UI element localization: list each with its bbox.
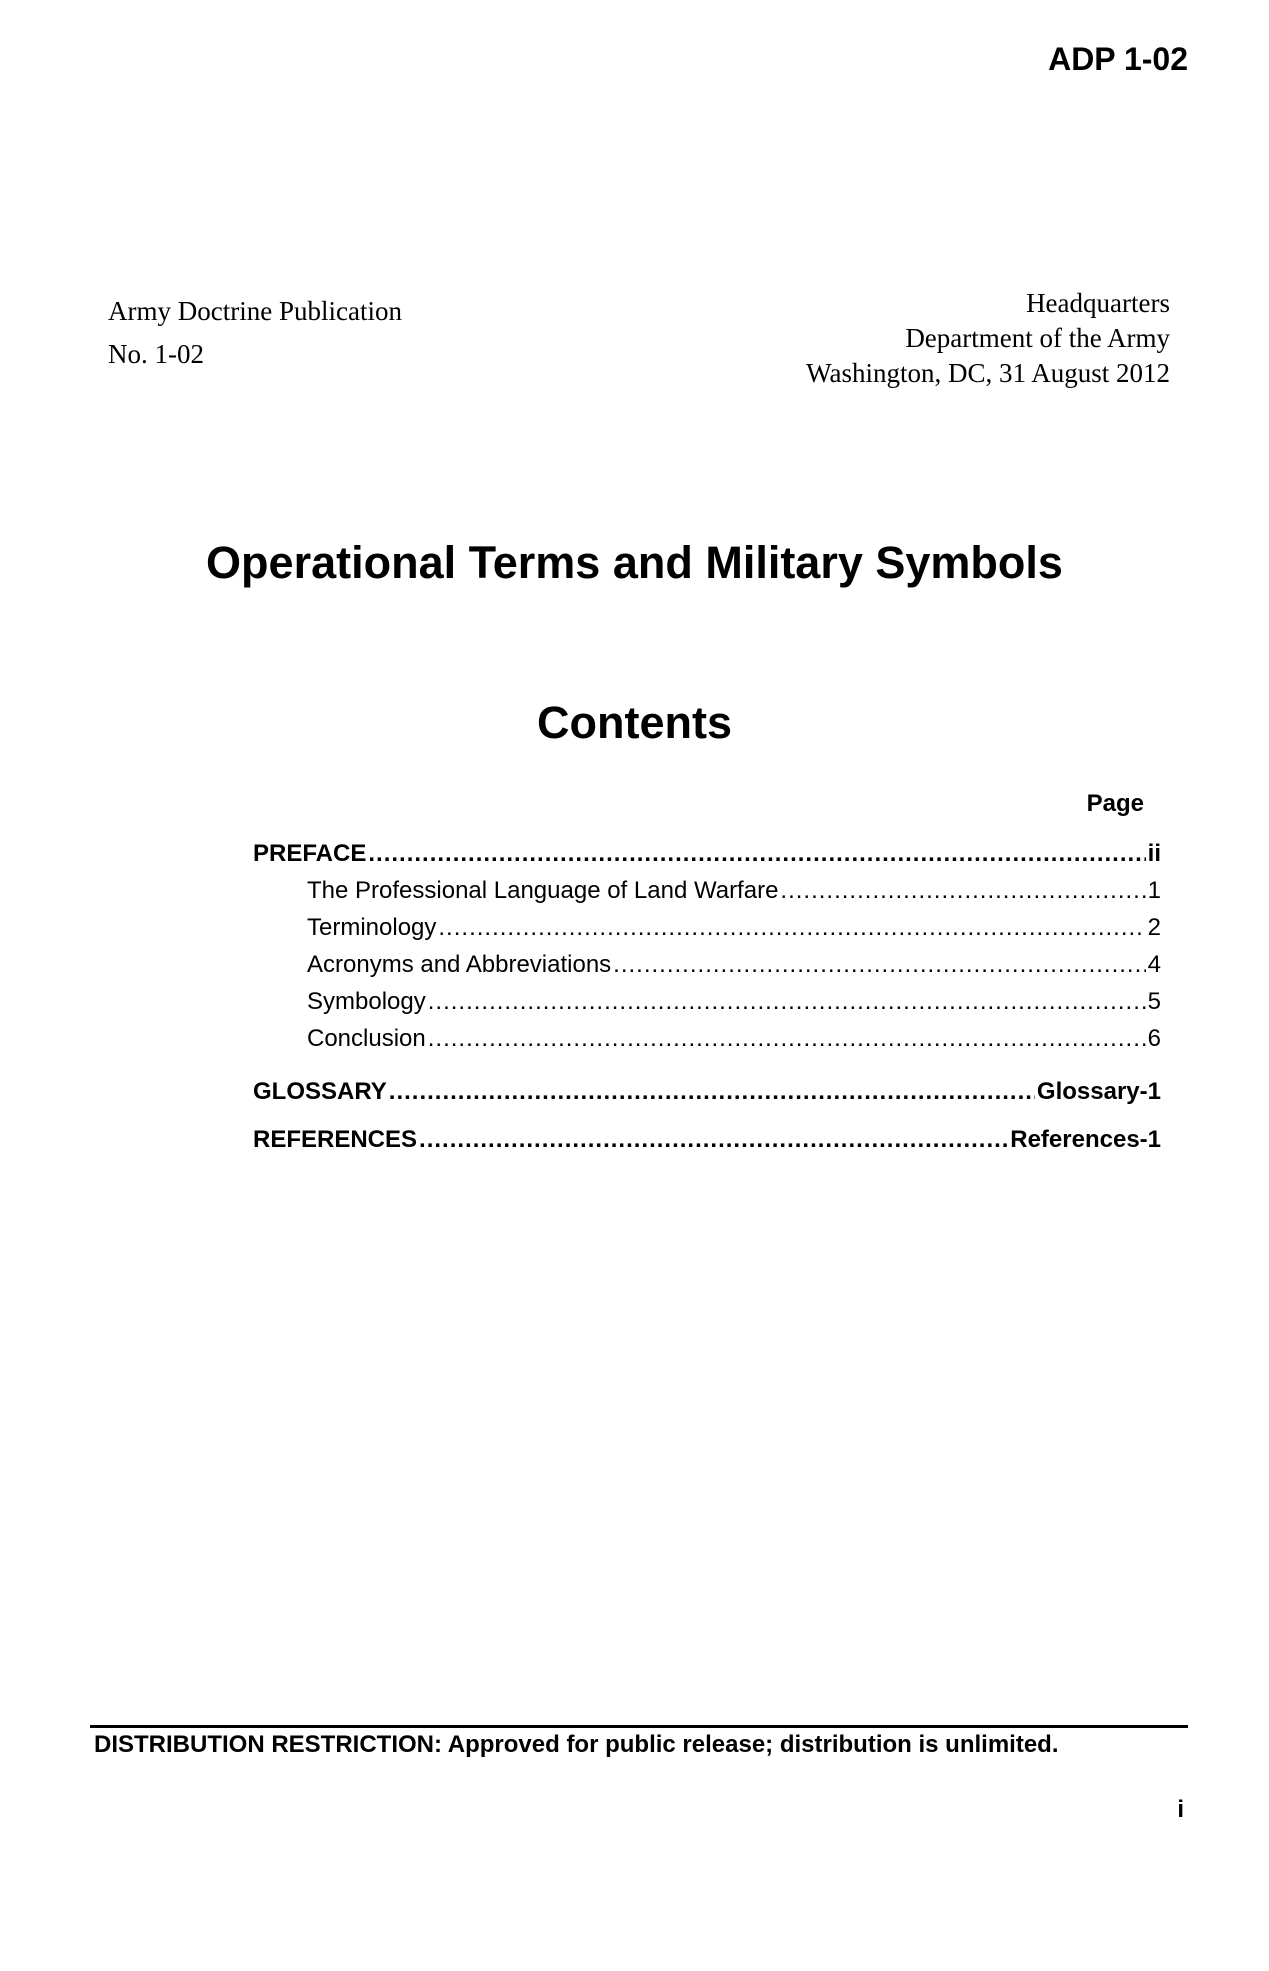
toc-entry-page: 1 bbox=[1147, 877, 1161, 904]
footer-divider bbox=[90, 1725, 1188, 1728]
toc-entry-page: 6 bbox=[1147, 1025, 1161, 1052]
toc-leader-dots bbox=[613, 946, 1145, 983]
issuer-department: Department of the Army bbox=[905, 323, 1170, 353]
toc-entry-page: ii bbox=[1147, 840, 1161, 867]
toc-leader-dots bbox=[428, 983, 1146, 1020]
toc-entry-symbology[interactable] bbox=[253, 983, 1161, 1020]
document-title: Operational Terms and Military Symbols bbox=[206, 537, 1063, 588]
issuer-headquarters: Headquarters bbox=[1026, 288, 1170, 318]
toc-leader-dots bbox=[780, 872, 1145, 909]
distribution-restriction: DISTRIBUTION RESTRICTION: Approved for public release; distribution is unlimited. bbox=[94, 1731, 1059, 1758]
toc-entry-label: Acronyms and Abbreviations bbox=[307, 951, 612, 978]
toc-entry-label: GLOSSARY bbox=[253, 1078, 387, 1105]
toc-entry-label: The Professional Language of Land Warfare bbox=[307, 877, 779, 904]
toc-entry-label: REFERENCES bbox=[253, 1126, 418, 1153]
toc-entry-label: Conclusion bbox=[307, 1025, 426, 1052]
publication-number: No. 1-02 bbox=[108, 339, 204, 369]
toc-entry-glossary[interactable] bbox=[253, 1068, 1161, 1116]
page-column-label: Page bbox=[1086, 790, 1144, 817]
toc-entry-conclusion[interactable] bbox=[253, 1020, 1161, 1057]
toc-entry-page: 5 bbox=[1147, 988, 1161, 1015]
toc-entry-label: PREFACE bbox=[253, 840, 367, 867]
contents-heading: Contents bbox=[537, 697, 732, 748]
issuer-location-date: Washington, DC, 31 August 2012 bbox=[806, 358, 1170, 388]
publication-series: Army Doctrine Publication bbox=[108, 296, 402, 326]
toc-leader-dots bbox=[368, 835, 1145, 872]
toc-entry-label: Terminology bbox=[307, 914, 437, 941]
document-id: ADP 1-02 bbox=[1048, 41, 1188, 77]
table-of-contents bbox=[253, 835, 1161, 1164]
toc-entry-references[interactable] bbox=[253, 1116, 1161, 1164]
toc-entry-page: References-1 bbox=[1010, 1126, 1161, 1153]
issuing-authority bbox=[806, 286, 1170, 391]
toc-leader-dots bbox=[438, 909, 1145, 946]
toc-entry-terminology[interactable] bbox=[253, 909, 1161, 946]
toc-entry-acronyms[interactable] bbox=[253, 946, 1161, 983]
toc-leader-dots bbox=[419, 1116, 1008, 1164]
toc-entry-page: 2 bbox=[1147, 914, 1161, 941]
toc-entry-page: 4 bbox=[1147, 951, 1161, 978]
toc-entry-page: Glossary-1 bbox=[1036, 1078, 1161, 1105]
toc-entry-label: Symbology bbox=[307, 988, 426, 1015]
page-number: i bbox=[1177, 1796, 1184, 1823]
toc-leader-dots bbox=[389, 1068, 1035, 1116]
publication-designation bbox=[108, 290, 402, 376]
toc-leader-dots bbox=[428, 1020, 1146, 1057]
toc-entry-professional-language[interactable] bbox=[253, 872, 1161, 909]
toc-entry-preface[interactable] bbox=[253, 835, 1161, 872]
